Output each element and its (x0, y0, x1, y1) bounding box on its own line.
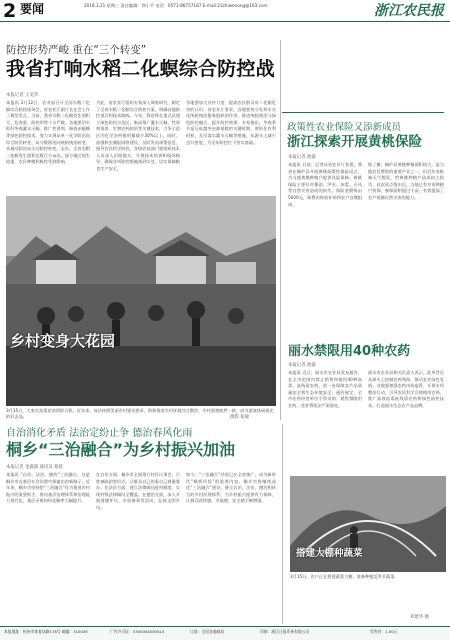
footer-item: 广告许可证：3300004000010 (110, 629, 165, 634)
second-body-col1: 本报讯 “自治、法治、德治”三治融合，这是桐乡市在基层社会治理中探索出的新路子。近年来，桐乡市坚持把“三治融合”作为推进乡村振兴的重要抓手，推动基层治理体系和治理能力现代化，基层矛盾纠纷化解率大幅提升。 (6, 472, 90, 504)
footer-item: 本报地址：杭州市体育场路178号 邮编：310039 (4, 629, 88, 634)
aside-kicker: 政策性农业保险又添新成员 (287, 122, 402, 133)
page-number: 2 (3, 0, 17, 22)
lead-headline: 我省打响水稻二化螟综合防控战 (6, 58, 275, 80)
lead-photo (6, 196, 276, 406)
lead-body-col2: 为此，省农业厅组织专家深入调查研究，制定了全省水稻二化螟综合防控方案，明确各地防控重点和技术路线。今年，我省将在重点县建立绿色防控示范区，集成推广灌水灭蛹、性诱剂诱杀、生物农药防治等关键技术，力争示范区内化学农药使用量减少30%以上。同时，加强病虫测报网络建设，及时发布预警信息，指导农民科学防控。各级农技部门要组织技术人员深入田间地头，开展技术培训和现场指导，确保各项防控措施落到实处，切实保障粮食生产安全。 (96, 100, 180, 171)
masthead-meta: 2018.3.21 星期三 责任编辑：徐小平 电话：0571-86757187 E-mail:21zhiwenong@163.com (84, 3, 268, 8)
aside-body-col2: 据了解，桐庐县黄桃种植面积较大，是当地农民增收的重要产业之一。但近年来极端天气频发，给黄桃种植户造成较大损失。此次试点推出后，当地已有多家种植户投保，参保面积超过千亩，有效提高了农户抵御自然灾害的能力。 (368, 162, 444, 200)
footer-item: 订阅：全国各地邮局 (190, 629, 225, 634)
lead-byline: 本报记者 王美华 (6, 93, 39, 98)
short-story-col1: 本报讯 近日，丽水市农业局发布通告，在全市范围内禁止销售和使用40种高毒、高残留农药，进一步保障农产品质量安全和生态环境安全。通告规定，全市农药经营单位不得采购、销售禁限用农药，违者将依法严肃查处。 (288, 370, 362, 408)
short-story-photo-label: 搭建大棚种蔬菜 (296, 548, 363, 559)
lead-body-col1: 本报讯 3月12日，农业部召开全国水稻二化螟综合防控现场会，省农业厅副厅长在会上作了典型发言。当前，我省水稻二化螟发生面积大、危害重，防控形势十分严峻。各地要切实抓好冬春灌水灭蛹、推广性诱剂、释放赤眼蜂等绿色防控技术，努力实现从单一化学防治向综合防治转变、从分散防治向统防统治转变、从被动防治向主动防控转变。去年，全省水稻二化螟发生面积达数百万亩次，部分地区损失较重，农民种粮积极性受到影响。 (6, 100, 90, 165)
short-story-col2: 丽水市农业局相关负责人表示，此举旨在从源头上控制农药残留，推动农业绿色发展。各地要加强农药市场监管，开展专项整治行动，引导农民科学合理使用农药，推广高效低毒低残留农药和绿色防控技术，打造丽水生态农产品品牌。 (368, 370, 444, 408)
short-story-caption: 3月15日，农户正在搭建蔬菜大棚，准备种植反季节蔬菜。 (290, 574, 399, 579)
aside-byline: 本报记者 俞露 (288, 155, 316, 160)
section-name: 要闻 (20, 2, 45, 16)
short-story-byline: 本报记者 俞露 (288, 363, 316, 368)
second-body-col3: 如今，“三治融合”经验已在全省推广，成为新时代“枫桥经验”的重要内容。桐乡市将继续深化“三治融合”建设，健全自治、法治、德治相结合的乡村治理体系，为乡村振兴提供有力保障，让群众获得感、幸福感、安全感不断增强。 (186, 472, 276, 504)
second-body-col2: 在自治方面，桐乡市全面推行村民议事会、百姓参政团等形式，让群众自己的事自己商量着办。在法治方面，建立法律顾问进村制度，实现村级法律顾问全覆盖。在德治方面，深入开展道德评议、乡贤参事等活动，弘扬文明乡风。 (96, 472, 180, 510)
page-footer (0, 626, 450, 640)
short-story-title: 丽水禁限用40种农药 (288, 344, 411, 359)
column-divider (280, 40, 281, 420)
aside-headline: 浙江探索开展黄桃保险 (287, 134, 422, 150)
aside-body-col1: 本报讯 日前，记者从省农业厅获悉，我省在桐庐县开展黄桃政策性保险试点，为当地黄桃种植户提供风险保障。黄桃保险主要针对暴雨、洪水、冰雹、台风等自然灾害造成的损失，保险金额每亩5000元，保费由财政补贴和农户自缴组成。 (288, 162, 362, 207)
footer-item: 零售价：1.00元 (370, 629, 398, 634)
newspaper-brand: 浙江农民报 (374, 3, 444, 19)
second-byline: 本报记者 金露露 通讯员 蔡晨 (6, 465, 63, 470)
column-divider (282, 424, 283, 624)
second-kicker: 自治消化矛盾 法治定纷止争 德治春风化雨 (6, 428, 193, 439)
lead-photo-label: 乡村变身大花园 (10, 332, 116, 350)
short-story-photographer: 邓建华 摄 (410, 615, 429, 620)
lead-body-col3: 各地要加大宣传力度，提高农民群众对二化螟危害的认识。省农业厅要求，各地要充分发挥专业化统防统治服务组织的作用，推进统防统治与绿色防控融合，提升防控效果。专家指出，冬春季节是压低越冬虫源基数的关键时期，要抓住有利时机，及早落实灌水灭蛹等措施，从源头上减少虫口密度，为全年防控打下坚实基础。 (186, 100, 276, 145)
aside-divider (282, 112, 444, 113)
masthead (0, 0, 450, 22)
footer-item: 印刷：浙江日报印务有限公司 (260, 629, 310, 634)
lead-kicker: 防控形势严峻 重在“三个转变” (6, 44, 147, 56)
second-headline: 桐乡“三治融合”为乡村振兴加油 (6, 440, 236, 459)
lead-photo-caption: 3月15日，大家在油菜花前留影合影。近年来，该县按照美丽乡村建设要求，积极推进乡村环境综合整治，乡村面貌焕然一新，成为游客休闲观光的好去处。 (6, 408, 274, 419)
short-story-photo (290, 476, 446, 572)
lead-photographer: 摄影 张敏 (230, 415, 249, 420)
